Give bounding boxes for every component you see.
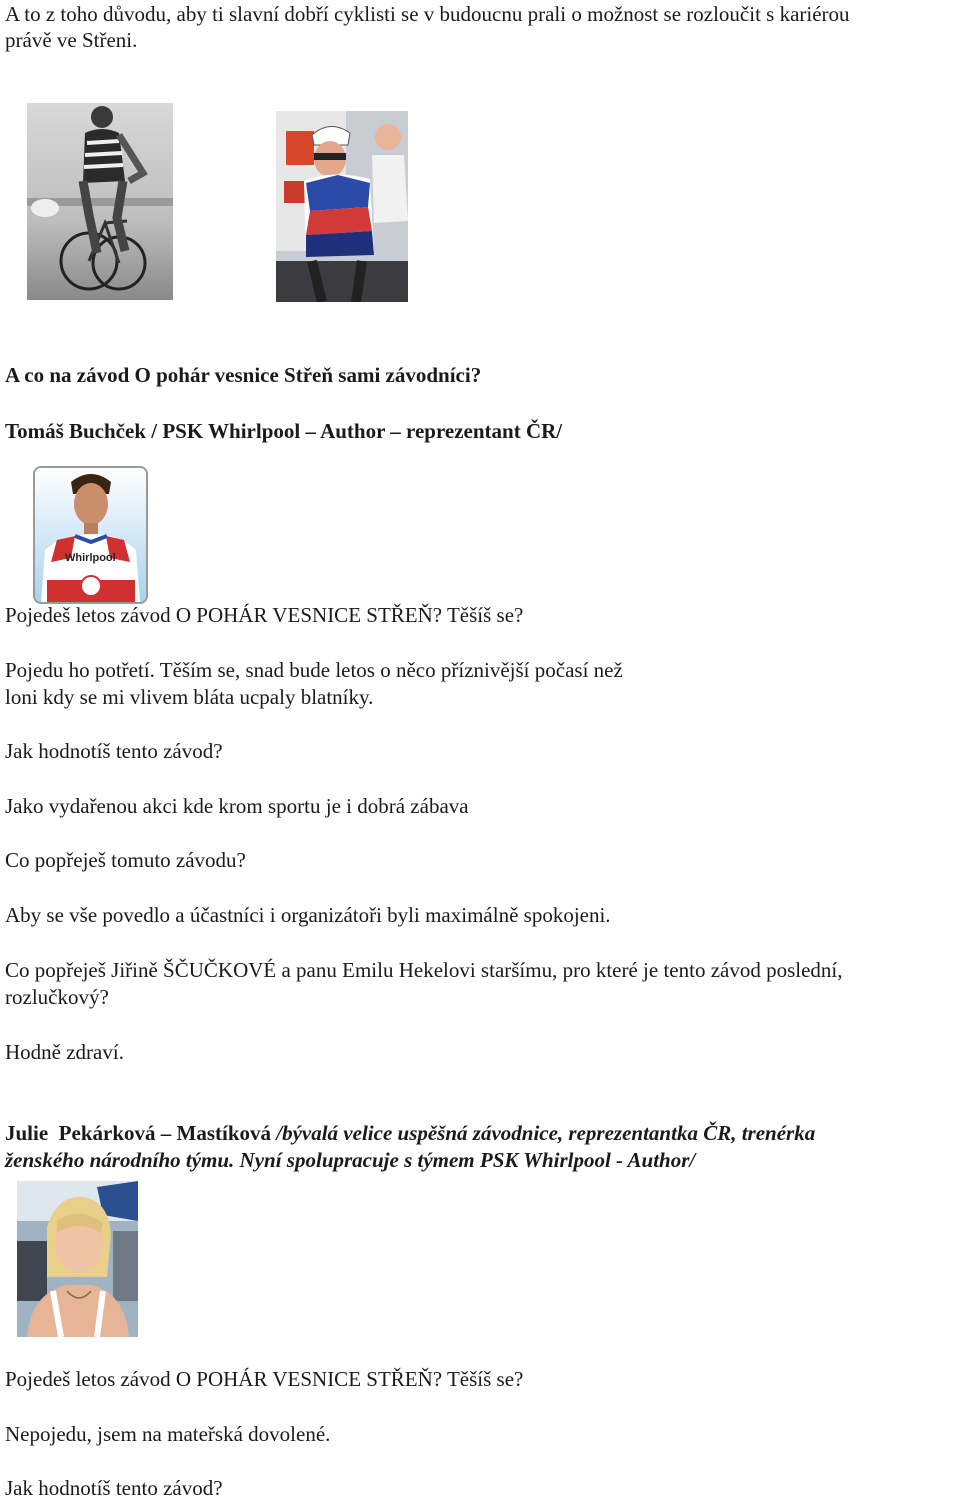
rider1-answer-4: Hodně zdraví. xyxy=(5,1040,124,1064)
rider2-description-line-2: ženského národního týmu. Nyní spolupracuje s týmem PSK Whirlpool - Author/ xyxy=(5,1148,696,1172)
rider1-answer-1-line-2: loni kdy se mi vlivem bláta ucpaly blatníky. xyxy=(5,685,374,709)
rider1-answer-3: Aby se vše povedlo a účastníci i organizátoři byli maximálně spokojeni. xyxy=(5,903,611,927)
rider1-question-3: Co popřeješ tomuto závodu? xyxy=(5,848,246,872)
rider1-question-4-line-2: rozlučkový? xyxy=(5,985,109,1009)
rider2-description-line-1: /bývalá velice uspěšná závodnice, reprezentantka ČR, trenérka xyxy=(271,1121,816,1145)
female-cyclist-photo xyxy=(276,111,408,302)
rider1-jersey-text: Whirlpool xyxy=(65,552,116,564)
rider2-answer-1: Nepojedu, jsem na mateřská dovolené. xyxy=(5,1422,331,1446)
intro-line-1: A to z toho důvodu, aby ti slavní dobří cyklisti se v budoucnu prali o možnost se rozloučit s kariérou xyxy=(5,2,850,26)
rider1-answer-1-line-1: Pojedu ho potřetí. Těším se, snad bude letos o něco příznivější počasí než xyxy=(5,658,623,682)
intro-line-2: právě ve Střeni. xyxy=(5,28,138,52)
rider1-question-2: Jak hodnotíš tento závod? xyxy=(5,739,223,763)
rider2-heading-line-1 xyxy=(5,1120,815,1147)
rider2-question-1: Pojedeš letos závod O POHÁR VESNICE STŘEŇ? Těšíš se? xyxy=(5,1367,524,1391)
section-heading: A co na závod O pohár vesnice Střeň sami závodníci? xyxy=(5,363,482,387)
rider2-portrait xyxy=(17,1181,138,1337)
rider1-answer-2: Jako vydařenou akci kde krom sportu je i dobrá zábava xyxy=(5,794,469,818)
rider1-question-1: Pojedeš letos závod O POHÁR VESNICE STŘEŇ? Těšíš se? xyxy=(5,603,524,627)
historic-cyclist-photo xyxy=(27,103,173,300)
rider2-question-2: Jak hodnotíš tento závod? xyxy=(5,1476,223,1500)
rider1-heading: Tomáš Buchček / PSK Whirlpool – Author – reprezentant ČR/ xyxy=(5,419,563,443)
rider1-question-4-line-1: Co popřeješ Jiřině ŠČUČKOVÉ a panu Emilu Hekelovi staršímu, pro které je tento závod poslední, xyxy=(5,958,843,982)
rider1-portrait xyxy=(33,466,148,604)
rider2-name: Julie Pekárková – Mastíková xyxy=(5,1121,271,1145)
